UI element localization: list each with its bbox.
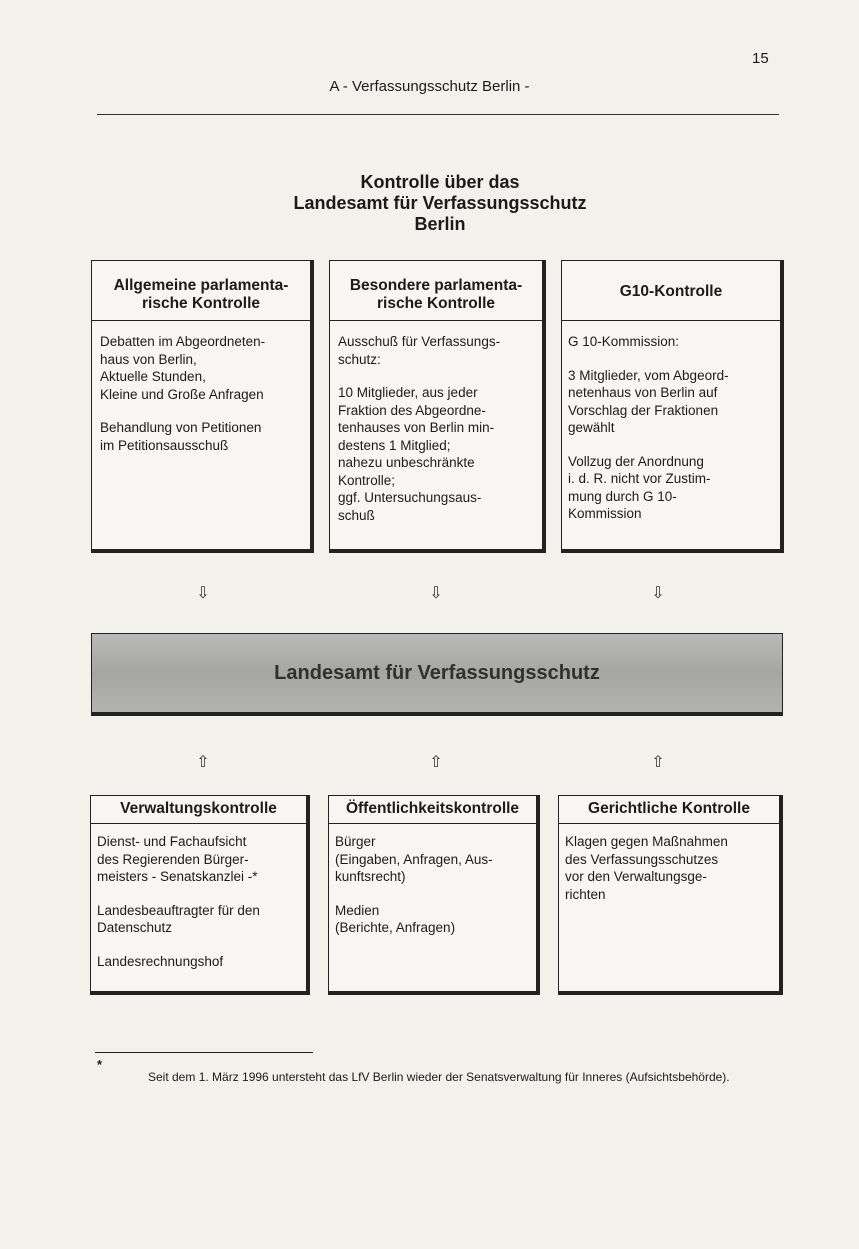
box-divider bbox=[92, 320, 310, 321]
box-paragraph: 3 Mitglieder, vom Abgeord- netenhaus von Berlin auf Vorschlag der Fraktionen gewählt bbox=[568, 367, 729, 435]
box-general-parliamentary-control bbox=[91, 260, 314, 553]
box-body bbox=[338, 333, 536, 524]
box-paragraph: Ausschuß für Verfassungs- schutz: bbox=[338, 334, 501, 367]
box-administrative-control bbox=[90, 795, 310, 995]
box-paragraph: Behandlung von Petitionen im Petitionsausschuß bbox=[100, 420, 262, 453]
box-body bbox=[97, 833, 300, 970]
box-judicial-control bbox=[558, 795, 783, 995]
box-title: Gerichtliche Kontrolle bbox=[588, 800, 750, 817]
box-divider bbox=[91, 823, 306, 824]
box-divider bbox=[562, 320, 780, 321]
box-paragraph: Vollzug der Anordnung i. d. R. nicht vor Zustim- mung durch G 10- Kommission bbox=[568, 453, 711, 521]
box-divider bbox=[329, 823, 536, 824]
box-paragraph: Medien (Berichte, Anfragen) bbox=[335, 902, 456, 935]
center-authority-band bbox=[91, 633, 783, 716]
box-title: Verwaltungskontrolle bbox=[120, 800, 277, 817]
box-paragraph: G 10-Kommission: bbox=[568, 334, 680, 349]
box-title: Besondere parlamenta- rische Kontrolle bbox=[349, 277, 523, 312]
header-rule bbox=[97, 114, 779, 115]
box-special-parliamentary-control bbox=[329, 260, 546, 553]
arrow-down-icon: ⇩ bbox=[429, 585, 443, 602]
box-title: Allgemeine parlamenta- rische Kontrolle bbox=[113, 277, 289, 312]
box-divider bbox=[330, 320, 542, 321]
box-body bbox=[565, 833, 773, 903]
box-paragraph: Dienst- und Fachaufsicht des Regierenden Bürger- meisters - Senatskanzlei -* bbox=[97, 834, 258, 884]
box-paragraph: Landesrechnungshof bbox=[97, 953, 224, 969]
box-paragraph: Bürger (Eingaben, Anfragen, Aus- kunftsrecht) bbox=[335, 834, 493, 884]
box-body bbox=[335, 833, 530, 937]
center-authority-label: Landesamt für Verfassungsschutz bbox=[274, 662, 600, 684]
box-divider bbox=[559, 823, 779, 824]
title-line: Landesamt für Verfassungsschutz bbox=[293, 193, 587, 213]
arrow-down-icon: ⇩ bbox=[196, 585, 210, 602]
page-title bbox=[180, 172, 700, 235]
box-paragraph: Debatten im Abgeordneten- haus von Berlin, Aktuelle Stunden, Kleine und Große Anfragen bbox=[100, 334, 266, 402]
box-title: Öffentlichkeitskontrolle bbox=[345, 800, 520, 817]
box-paragraph: Klagen gegen Maßnahmen des Verfassungsschutzes vor den Verwaltungsge- richten bbox=[565, 834, 728, 902]
running-header: A - Verfassungsschutz Berlin - bbox=[329, 78, 530, 95]
title-line: Berlin bbox=[414, 214, 466, 234]
box-paragraph: 10 Mitglieder, aus jeder Fraktion des Abgeordne- tenhauses von Berlin min- destens 1 Mitglied; nahezu unbeschränkte Kontrolle; ggf. Untersuchungsaus- schuß bbox=[338, 385, 495, 523]
box-title: G10-Kontrolle bbox=[619, 283, 723, 300]
box-paragraph: Landesbeauftragter für den Datenschutz bbox=[97, 902, 260, 935]
arrow-up-icon: ⇧ bbox=[429, 754, 443, 771]
box-body bbox=[568, 333, 774, 523]
footnote-mark: * bbox=[97, 1057, 103, 1072]
box-g10-control bbox=[561, 260, 784, 553]
title-line: Kontrolle über das bbox=[360, 172, 520, 192]
page-number: 15 bbox=[752, 50, 769, 67]
box-public-control bbox=[328, 795, 540, 995]
arrow-down-icon: ⇩ bbox=[651, 585, 665, 602]
footnote-rule bbox=[95, 1052, 313, 1053]
arrow-up-icon: ⇧ bbox=[651, 754, 665, 771]
arrow-up-icon: ⇧ bbox=[196, 754, 210, 771]
box-body bbox=[100, 333, 304, 454]
footnote-text: Seit dem 1. März 1996 untersteht das LfV Berlin wieder der Senatsverwaltung für Inneres (Aufsichtsbehörde). bbox=[148, 1070, 730, 1084]
